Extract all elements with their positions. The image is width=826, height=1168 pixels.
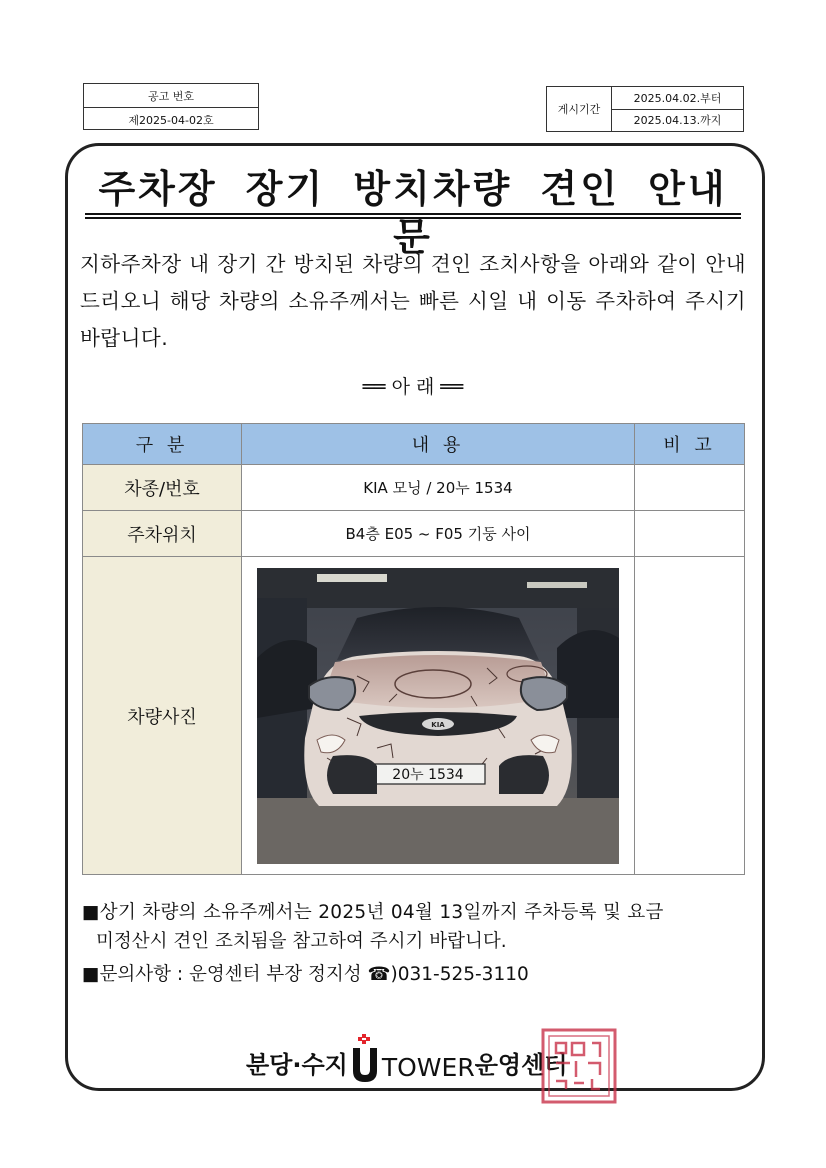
row-note-photo [635, 557, 745, 875]
note-line-1 [82, 898, 746, 927]
posting-period-label: 게시기간 [547, 87, 612, 131]
page-title: 주차장 장기 방치차량 견인 안내문 [98, 167, 728, 259]
table-header-row [83, 424, 745, 465]
vehicle-info-table [82, 423, 745, 875]
row-content-location: B4층 E05 ~ F05 기둥 사이 [242, 511, 635, 557]
u-logo-icon [352, 1034, 378, 1082]
footer-logo [246, 1028, 567, 1084]
row-note-vehicle [635, 465, 745, 511]
note-line-2 [82, 960, 746, 989]
bullet-icon: ■ [82, 902, 100, 923]
row-label-photo: 차량사진 [83, 557, 242, 875]
notice-number-label: 공고 번호 [147, 89, 194, 103]
license-plate: 20누 1534 [392, 766, 464, 783]
car-badge: KIA [431, 720, 445, 729]
header-content: 내 용 [242, 424, 635, 465]
title-underline-top [85, 213, 741, 215]
footer-logo-tower: TOWER [381, 1053, 475, 1082]
bullet-icon: ■ [82, 964, 100, 985]
posting-period-dates [612, 87, 743, 131]
intro-paragraph: 지하주차장 내 장기 간 방치된 차량의 견인 조치사항을 아래와 같이 안내 드리오니 해당 차량의 소유주께서는 빠른 시일 내 이동 주차하여 주시기 바랍니다. [80, 252, 746, 350]
row-note-location [635, 511, 745, 557]
posting-period-from: 2025.04.02.부터 [633, 91, 722, 105]
row-label-vehicle: 차종/번호 [83, 465, 242, 511]
footer-logo-left: 분당·수지 [246, 1051, 348, 1079]
note-line-1-text: 상기 차량의 소유주께서는 2025년 04월 13일까지 주차등록 및 요금 [99, 902, 664, 923]
header-category: 구 분 [83, 424, 242, 465]
title-underline-bottom [85, 217, 741, 219]
note-line-2-text: 문의사항 : 운영센터 부장 정지성 ☎)031-525-3110 [99, 964, 529, 985]
posting-period-box [546, 86, 744, 132]
table-row [83, 511, 745, 557]
note-line-1b: 미정산시 견인 조치됨을 참고하여 주시기 바랍니다. [96, 931, 507, 952]
posting-period-to: 2025.04.13.까지 [612, 109, 743, 132]
vehicle-photo [257, 568, 619, 864]
table-row [83, 465, 745, 511]
row-label-location: 주차위치 [83, 511, 242, 557]
notice-number-value: 제2025-04-02호 [84, 107, 258, 131]
notes-section [82, 898, 746, 989]
notice-number-box [83, 83, 259, 130]
table-row [83, 557, 745, 875]
footer-logo-center: 운영센터 [474, 1051, 568, 1079]
section-label: ══ 아 래 ══ [362, 376, 464, 398]
row-content-photo [242, 557, 635, 875]
row-content-vehicle: KIA 모닝 / 20누 1534 [242, 465, 635, 511]
header-note: 비 고 [635, 424, 745, 465]
official-seal-stamp [540, 1027, 618, 1105]
